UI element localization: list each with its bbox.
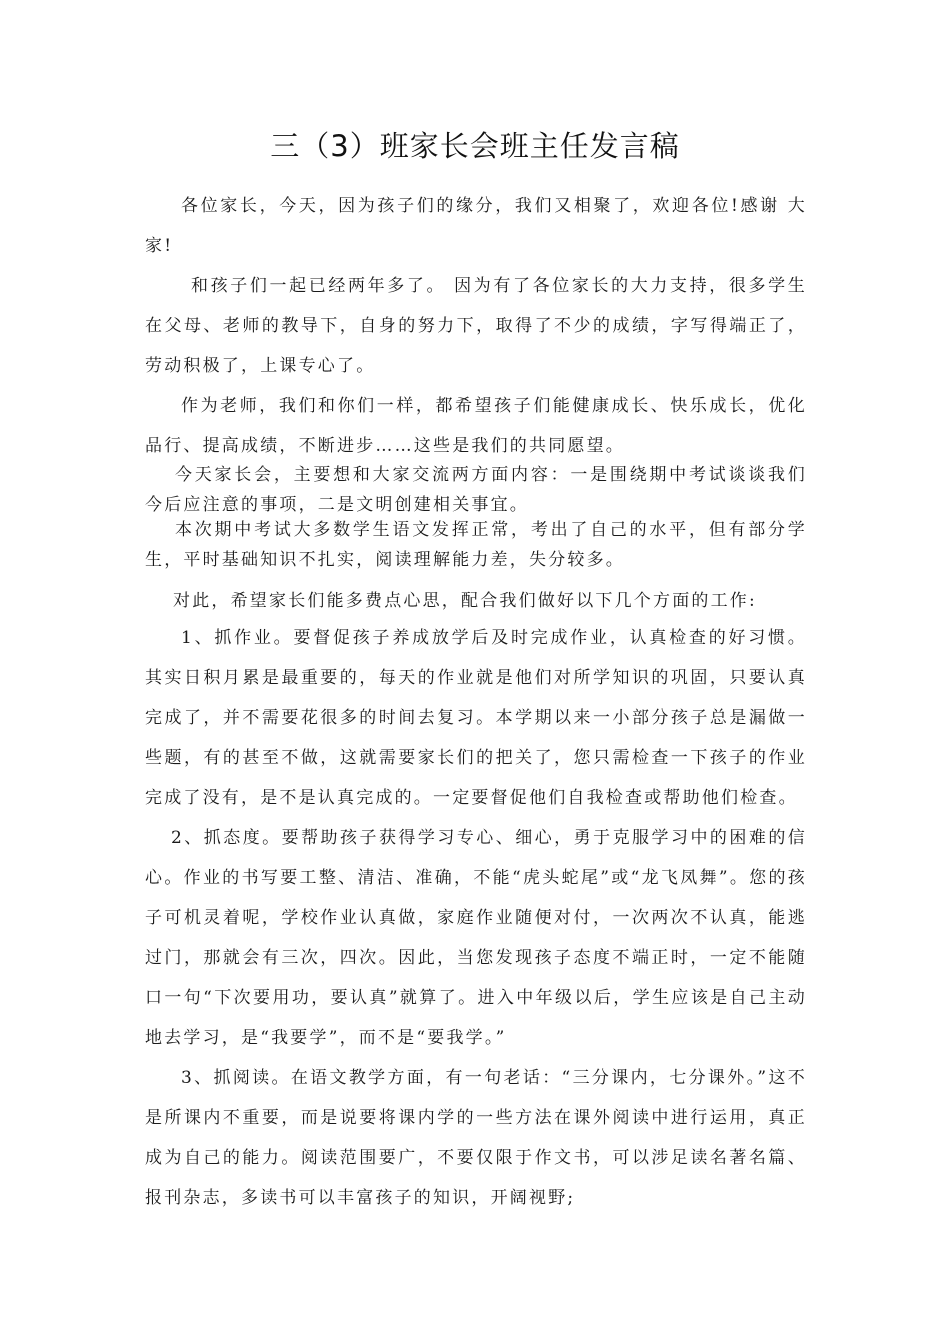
paragraph-shared-hope: 作为老师，我们和你们一样，都希望孩子们能健康成长、快乐成长，优化品行、提高成绩，不断进步……这些是我们的共同愿望。 — [145, 396, 807, 456]
paragraph-progress: 和孩子们一起已经两年多了。 因为有了各位家长的大力支持，很多学生在父母、老师的教导下，自身的努力下，取得了不少的成绩，字写得端正了，劳动积极了，上课专心了。 — [145, 276, 807, 376]
paragraph-reading: 3、抓阅读。在语文教学方面，有一句老话：“三分课内，七分课外。”这不是所课内不重要，而是说要将课内学的一些方法在课外阅读中进行运用，真正成为自己的能力。阅读范围要广，不要仅限于作文书，可以涉足读名著名篇、报刊杂志，多读书可以丰富孩子的知识，开阔视野; — [145, 1068, 807, 1208]
paragraph-attitude: 2、抓态度。要帮助孩子获得学习专心、细心，勇于克服学习中的困难的信心。作业的书写要工整、清洁、准确，不能“虎头蛇尾”或“龙飞凤舞”。您的孩子可机灵着呢，学校作业认真做，家庭作业随便对付，一次两次不认真，能逃过门，那就会有三次，四次。因此，当您发现孩子态度不端正时，一定不能随口一句“下次要用功，要认真”就算了。进入中年级以后，学生应该是自己主动地去学习，是“我要学”，而不是“要我学。” — [145, 828, 807, 1048]
paragraph-exam-summary: 本次期中考试大多数学生语文发挥正常，考出了自己的水平，但有部分学生，平时基础知识不扎实，阅读理解能力差，失分较多。 — [145, 520, 807, 570]
paragraph-greeting: 各位家长，今天，因为孩子们的缘分，我们又相聚了，欢迎各位!感谢 大家! — [145, 196, 807, 256]
page-title: 三（3）班家长会班主任发言稿 — [270, 129, 680, 163]
paragraph-request: 对此，希望家长们能多费点心思，配合我们做好以下几个方面的工作: — [173, 591, 757, 611]
paragraph-meeting-topics: 今天家长会，主要想和大家交流两方面内容：一是围绕期中考试谈谈我们今后应注意的事项，二是文明创建相关事宜。 — [145, 465, 807, 515]
paragraph-homework: 1、抓作业。要督促孩子养成放学后及时完成作业，认真检查的好习惯。其实日积月累是最重要的，每天的作业就是他们对所学知识的巩固，只要认真完成了，并不需要花很多的时间去复习。本学期以来一小部分孩子总是漏做一些题，有的甚至不做，这就需要家长们的把关了，您只需检查一下孩子的作业完成了没有，是不是认真完成的。一定要督促他们自我检查或帮助他们检查。 — [145, 628, 807, 808]
